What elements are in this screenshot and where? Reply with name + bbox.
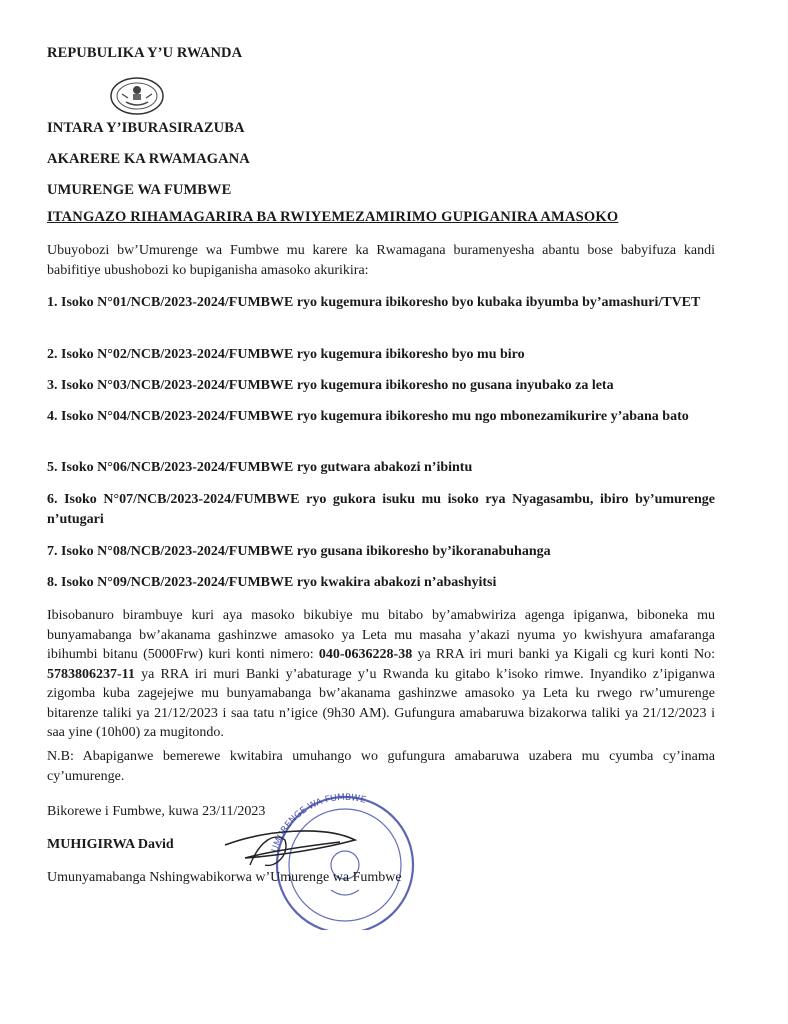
item-ref: Isoko N°06/NCB/2023-2024/FUMBWE [61,460,294,475]
list-item [47,345,715,365]
details-text-2: ya RRA iri muri banki ya Kigali cg kuri konti No: [412,647,716,662]
account-number-1: 040-0636228-38 [318,647,413,662]
item-number: 8. [47,575,58,590]
header-province: INTARA Y’IBURASIRAZUBA [47,120,245,136]
header-district: AKARERE KA RWAMAGANA [47,151,250,167]
item-desc: ryo gusana ibikoresho by’ikoranabuhanga [296,544,551,559]
list-item [47,407,715,427]
note-paragraph: N.B: Abapiganwe bemerewe kwitabira umuhango wo gufungura amabaruwa uzabera mu cyumba cy’inama cy’umurenge. [47,749,715,784]
signatory-name: MUHIGIRWA David [47,837,174,852]
list-item [47,542,715,562]
item-number: 4. [47,409,58,424]
item-ref: Isoko N°04/NCB/2023-2024/FUMBWE [61,409,294,424]
list-item [47,293,715,313]
item-ref: Isoko N°09/NCB/2023-2024/FUMBWE [61,575,294,590]
item-number: 6. [47,492,58,507]
item-number: 7. [47,544,58,559]
list-item [47,573,715,593]
item-ref: Isoko N°02/NCB/2023-2024/FUMBWE [61,347,294,362]
details-paragraph [47,606,715,743]
item-number: 2. [47,347,58,362]
item-number: 1. [47,295,58,310]
item-desc: ryo kugemura ibikoresho mu ngo mbonezamikurire y’abana bato [296,409,689,424]
item-desc: ryo kwakira abakozi n’abashyitsi [296,575,497,590]
stamp-text: UMURENGE WA FUMBWE [270,792,367,854]
national-seal-icon [108,76,166,116]
item-ref: Isoko N°01/NCB/2023-2024/FUMBWE [61,295,294,310]
item-desc: ryo kugemura ibikoresho no gusana inyubako za leta [296,378,614,393]
item-ref: Isoko N°08/NCB/2023-2024/FUMBWE [61,544,294,559]
item-desc: ryo gutwara abakozi n’ibintu [296,460,473,475]
list-item [47,458,715,478]
place-date: Bikorewe i Fumbwe, kuwa 23/11/2023 [47,804,266,819]
signatory-position: Umunyamabanga Nshingwabikorwa w’Umurenge wa Fumbwe [47,870,402,885]
official-stamp-icon [205,770,435,930]
intro-paragraph: Ubuyobozi bw’Umurenge wa Fumbwe mu karere ka Rwamagana buramenyesha abantu bose babyifuza kandi babifitiye ubushobozi ko bupiganisha amasoko akurikira: [47,243,715,278]
account-number-2: 5783806237-11 [47,666,135,682]
list-item [47,490,715,529]
details-text-3: ya RRA iri muri Banki y’abaturage y’u Rwanda ku gitabo k’isoko rimwe. Inyandiko z’ipiganwa zigomba kuba zagejejwe mu bunyamabanga bw’akanama gashinzwe amasoko ya Leta ku rwego rw’umurenge bitarenze taliki ya 21/12/2023 i saa tatu n’igice (9h30 AM). Gufungura amabaruwa bizakorwa taliki ya 21/12/2023 i saa yine (10h00) za mugitondo. [47,666,715,740]
item-ref: Isoko N°03/NCB/2023-2024/FUMBWE [61,378,294,393]
item-ref: Isoko N°07/NCB/2023-2024/FUMBWE [64,492,300,507]
item-desc: ryo kugemura ibikoresho byo mu biro [296,347,525,362]
notice-title: ITANGAZO RIHAMAGARIRA BA RWIYEMEZAMIRIMO GUPIGANIRA AMASOKO [47,209,619,225]
item-desc: ryo kugemura ibikoresho byo kubaka ibyumba by’amashuri/TVET [296,295,701,310]
item-desc: ryo gukora isuku mu isoko rya Nyagasambu, ibiro by’umurenge n’utugari [47,492,716,527]
details-text-1: Ibisobanuro birambuye kuri aya masoko bikubiye mu bitabo by’amabwiriza agenga ipiganwa, biboneka mu bunyamabanga bw’akanama gashinzwe amasoko ya Leta mu masaha y’akazi nyuma yo kwishyura amafaranga ibihumbi bitanu (5000Frw) kuri konti nimero: [47,608,715,662]
item-number: 5. [47,460,58,475]
header-republic: REPUBULIKA Y’U RWANDA [47,45,243,61]
list-item [47,376,715,396]
header-sector: UMURENGE WA FUMBWE [47,182,232,198]
item-number: 3. [47,378,58,393]
